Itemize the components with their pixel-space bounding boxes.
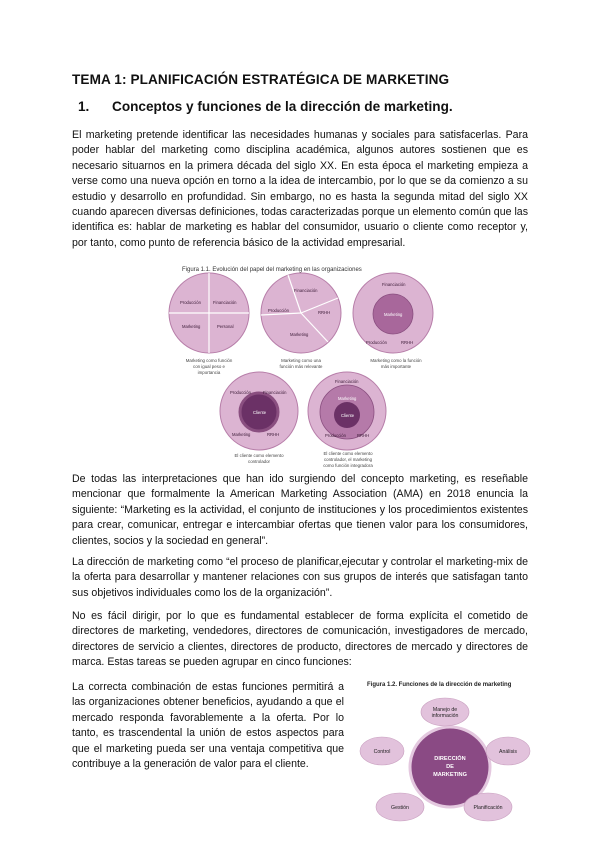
diagram-client-center [220, 372, 298, 464]
d3-caption: Marketing como la función [370, 358, 422, 363]
center-label: DE [446, 764, 454, 770]
d1-label: Producción [180, 300, 201, 305]
d5-label: Cliente [341, 413, 355, 418]
figure-1-2 [355, 676, 535, 846]
d5-caption: El cliente como elemento [323, 451, 373, 456]
svg-text:Control: Control [373, 749, 391, 755]
document-title: TEMA 1: PLANIFICACIÓN ESTRATÉGICA DE MARKETING [72, 72, 450, 87]
svg-text:Gestión: Gestión [391, 805, 409, 811]
diagram-equal-functions [169, 273, 249, 375]
node-analisis [486, 737, 530, 765]
center-label: MARKETING [433, 772, 467, 778]
d1-caption: Marketing como función [185, 358, 233, 363]
d5-label: Producción [325, 433, 346, 438]
d4-label: Financiación [263, 390, 287, 395]
section-number: 1. [78, 99, 90, 114]
d4-caption: El cliente como elemento [234, 453, 284, 458]
node-manejo-informacion [421, 698, 469, 726]
d1-caption: importancia [197, 370, 221, 375]
node-gestion [376, 793, 424, 821]
d3-label: Producción [366, 340, 387, 345]
figure-1-1 [160, 258, 450, 468]
d4-caption: controlador [248, 459, 270, 464]
section-heading-text: Conceptos y funciones de la dirección de marketing. [112, 99, 453, 114]
d5-label: Financiación [335, 379, 359, 384]
d4-label: Cliente [253, 410, 267, 415]
center-label: DIRECCIÓN [434, 756, 466, 762]
figure-1-2-caption: Figura 1.2. Funciones de la dirección de marketing [367, 682, 512, 688]
paragraph-combinacion: La correcta combinación de estas funciones permitirá a las organizaciones obtener beneficios, ayudando a que el mercado responda favorablemente a la oferta. Por lo tanto, es trascendental la unión de estos aspectos para que el marketing pueda ser una ventaja competitiva que contribuye a la generación de valor para el cliente. [72, 681, 344, 771]
paragraph-direccion: La dirección de marketing como “el proceso de planificar,ejecutar y controlar el marketing-mix de la oferta para desarrollar y mantener relaciones con sus grupos de interés que satisfagan tanto sus objetivos individuales como los de la organización”. [72, 556, 528, 599]
d2-label: Financiación [294, 288, 318, 293]
diagram-marketing-central [353, 273, 433, 369]
d2-caption: función más relevante [279, 364, 323, 369]
diagram-marketing-relevant [261, 273, 341, 369]
paragraph-funciones: No es fácil dirigir, por lo que es fundamental establecer de forma explícita el cometido de directores de marketing, vendedores, directores de comunicación, investigadores de mercado, directores de servicio a clientes, directores de producto, directores de mercado y directores de marca. Estas tareas se pueden agrupar en cinco funciones: [72, 610, 528, 669]
d5-caption: como función integradora [323, 463, 373, 468]
svg-text:Planificación: Planificación [473, 805, 503, 811]
d3-label: Financiación [382, 282, 406, 287]
d5-caption: controlador, el marketing [323, 457, 373, 462]
d2-label: Marketing [290, 332, 309, 337]
section-heading [78, 99, 453, 114]
node-control [360, 737, 404, 765]
diagram-client-marketing-integrator [308, 372, 386, 468]
d4-label: Producción [230, 390, 251, 395]
figure-1-1-caption: Figura 1.1. Evolución del papel del marketing en las organizaciones [182, 267, 362, 273]
paragraph-intro: El marketing pretende identificar las necesidades humanas y sociales para satisfacerlas. Para poder hablar del marketing como disciplina académica, algunos autores sostienen que es necesario situarnos en la primera década del siglo XX. En esta época el marketing empieza a verse como una nueva opción en torno a la idea de intercambio, por lo que se da comienzo a su estudio y desarrollo en profundidad. Sin embargo, no es hasta la segunda mitad del siglo XX cuando aparecen diversas definiciones, todas caracterizadas porque un elemento común que las identifica es: hablar de marketing es hablar del consumidor, usuario o cliente como receptor y, por tanto, como punto de referencia básico de la actividad empresarial. [72, 129, 528, 249]
d3-caption: más importante [380, 364, 412, 369]
d5-label: RRHH [357, 433, 370, 438]
d1-label: Personal [217, 324, 234, 329]
svg-text:Manejo de: Manejo de [432, 707, 458, 713]
d4-label: RRHH [267, 432, 280, 437]
svg-text:información: información [431, 713, 459, 719]
d5-label: Marketing [338, 396, 357, 401]
paragraph-ama-definition: De todas las interpretaciones que han ido surgiendo del concepto marketing, es reseñable mencionar que formalmente la American Marketing Association (AMA) en 2018 enuncia la siguiente: “Marketing es la actividad, el conjunto de instituciones y los procedimientos existentes para crear, comunicar, entregar e intercambiar ofertas que tienen valor para los consumidores, clientes, socios y la sociedad en general”. [72, 473, 528, 547]
d1-label: Marketing [182, 324, 201, 329]
d2-label: Producción [268, 308, 289, 313]
node-planificacion [464, 793, 512, 821]
d2-caption: Marketing como una [281, 358, 321, 363]
svg-text:Análisis: Análisis [499, 749, 517, 755]
d2-label: RRHH [318, 310, 331, 315]
d3-label: RRHH [401, 340, 414, 345]
d3-label: Marketing [384, 312, 403, 317]
d4-label: Marketing [232, 432, 251, 437]
d1-label: Financiación [213, 300, 237, 305]
d1-caption: con igual peso e [193, 364, 225, 369]
